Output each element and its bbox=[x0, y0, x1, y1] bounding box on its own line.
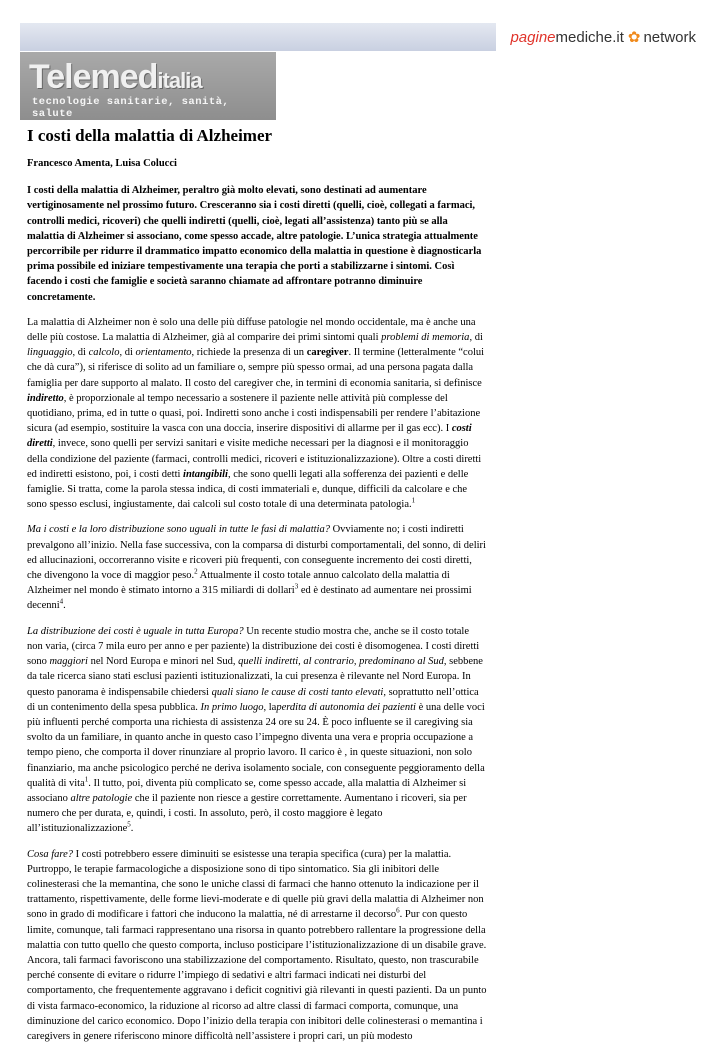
banner-brand-sub: italia bbox=[157, 68, 202, 93]
banner-tagline: tecnologie sanitarie, sanità, salute bbox=[32, 96, 230, 120]
paragraph-1: La malattia di Alzheimer non è solo una delle più diffuse patologie nel mondo occidentale, ma è anche una delle più costose. La malattia di Alzheimer, già al comparire dei primi sintomi quali problemi di memoria, di linguaggio, di calcolo, di orientamento, richiede la presenza di un caregiver. Il termine (letteralmente “colui che dà cura”), si riferisce di solito ad un familiare o, sempre più spesso ormai, ad una persona pagata dalla famiglia per dare supporto al malato. Il costo del caregiver che, in termini di economia sanitaria, si definisce indiretto, è proporzionale al tempo necessario a sostenere il paziente nelle attività più complesse del quotidiano, prima, ed in tutte o quasi, poi. Indiretti sono anche i costi indispensabili per rendere l’abitazione sicura (ad esempio, sostituire la vasca con una doccia, inserire dispositivi di allarme per il gas ecc). I costi diretti, invece, sono quelli per servizi sanitari e visite mediche necessari per la diagnosi e il monitoraggio della condizione del paziente (farmaci, controlli medici, ricoveri e istituzionalizzazione). Oltre a costi diretti ed indiretti esistono, poi, i costi detti intangibili, che sono quelli legati alla sofferenza dei pazienti e delle famiglie. Si tratta, come la parola stessa indica, di costi immateriali e, dunque, difficili da calcolare e che sono spesso esclusi, ingiustamente, dai calcoli sul costo totale di una determinata patologia.$^1$ bbox=[27, 316, 485, 511]
article-authors: Francesco Amenta, Luisa Colucci bbox=[27, 158, 177, 169]
logo-text-network: network bbox=[643, 28, 696, 46]
article bbox=[27, 126, 487, 1044]
banner-brand bbox=[29, 58, 202, 97]
banner-brand-main: Telemed bbox=[29, 58, 158, 96]
header-bar bbox=[20, 23, 704, 51]
logo-text-pagine: pagine bbox=[510, 28, 556, 46]
article-abstract: I costi della malattia di Alzheimer, peraltro già molto elevati, sono destinati ad aumentare vertiginosamente nel prossimo futuro. Cresceranno sia i costi diretti (quelli, cioè, collegati a farmaci, controlli medici, ricoveri) che quelli indiretti (quelli, cioè, legati all’assistenza) tanto più se alla malattia di Alzheimer si associano, come spesso accade, altre patologie. L’unica strategia attualmente percorribile per ridurre il drammatico impatto economico della malattia in questione è diagnosticarla prima possibile ed iniziare tempestivamente una terapia che porti a stabilizzarne i sintomi. Così facendo i costi che famiglie e società saranno chiamate ad affrontare potranno diminuire concretamente. bbox=[27, 185, 482, 303]
paginemediche-logo[interactable] bbox=[496, 23, 704, 51]
telemeditalia-banner[interactable] bbox=[20, 52, 276, 120]
logo-text-mediche: mediche.it bbox=[555, 28, 624, 46]
swirl-icon: ✿ bbox=[627, 29, 641, 46]
paragraph-2: Ma i costi e la loro distribuzione sono uguali in tutte le fasi di malattia? Ovviamente no; i costi indiretti prevalgono all’inizio. Nella fase successiva, con la comparsa di disturbi comportamentali, del sonno, di deliri ed allucinazioni, occorreranno visite e ricoveri più frequenti, con conseguente incremento dei costi diretti, che divengono la voce di maggior peso.$^2$ Attualmente il costo totale annuo calcolato della malattia di Alzheimer nel mondo è stimato intorno a 315 miliardi di dollari$^3$ ed è destinato ad aumentare nei prossimi decenni$^4$. bbox=[27, 524, 486, 612]
paragraph-3: La distribuzione dei costi è uguale in tutta Europa? Un recente studio mostra che, anche se il costo totale non varia, (circa 7 mila euro per anno e per paziente) la distribuzione dei costi è disomogenea. I costi diretti sono maggiori nel Nord Europa e minori nel Sud, quelli indiretti, al contrario, predominano al Sud, sebbene da tale ricerca siano stati esclusi pazienti istituzionalizzati, la cui presenza è rilevante nel Nord Europa. In questo panorama è indispensabile chiedersi quali siano le cause di costi tanto elevati, soprattutto nell’ottica di un contenimento della spesa pubblica. In primo luogo, laperdita di autonomia dei pazienti è una delle voci più influenti perché comporta una richiesta di assistenza 24 ore su 24. È poco influente se il caregiving sia svolto da un familiare, in quanto anche in questo caso l’impegno diventa una vera e propria occupazione a tempo pieno, che comporta il dover rinunziare al proprio lavoro. Il carico è , in queste situazioni, non solo finanziario, ma anche psicologico perché ne deriva isolamento sociale, con conseguente peggioramento della qualità di vita$^1$. Il tutto, poi, diventa più complicato se, come spesso accade, alla malattia di Alzheimer si associano altre patologie che il paziente non riesce a gestire correttamente. Aumentano i ricoveri, sia per numero che per durata, e, quindi, i costi. In assoluto, però, il costo maggiore è legato all’istituzionalizzazione$^5$. bbox=[27, 625, 485, 835]
paragraph-4: Cosa fare? I costi potrebbero essere diminuiti se esistesse una terapia specifica (cura) per la malattia. Purtroppo, le terapie farmacologiche a disposizione sono di tipo sintomatico. Sia gli inibitori delle colinesterasi che la memantina, che sono le uniche classi di farmaci che hanno ottenuto la indicazione per il trattamento, rispettivamente, delle forme lievi-moderate e di quelle più gravi della malattia di Alzheimer non sono in grado di modificare i fattori che inducono la malattia, né di arrestarne il decorso$^6$. Pur con questo limite, comunque, tali farmaci rappresentano una risorsa in quanto potrebbero rallentare la progressione della malattia con tutto quello che questo comporta, incluso posticipare l’istituzionalizzazione di un disabile grave. Ancora, tali farmaci favoriscono una stabilizzazione del comportamento. Risultato, questo, non trascurabile perché consente di evitare o ridurre l’impiego di sedativi e altri farmaci indicati nei disturbi del comportamento, che frequentemente aggravano i deficit cognitivi già rilevanti in questi pazienti. Da un punto di vista farmaco-economico, la riduzione al ricorso ad altre classi di farmaci comporta, comunque, una diminuzione del carico economico. Dopo l’inizio della terapia con inibitori delle colinesterasi o memantina i caregivers in genere riferiscono minore difficoltà nell’assistere i propri cari, un più modesto bbox=[27, 848, 487, 1042]
article-title: I costi della malattia di Alzheimer bbox=[27, 126, 273, 145]
